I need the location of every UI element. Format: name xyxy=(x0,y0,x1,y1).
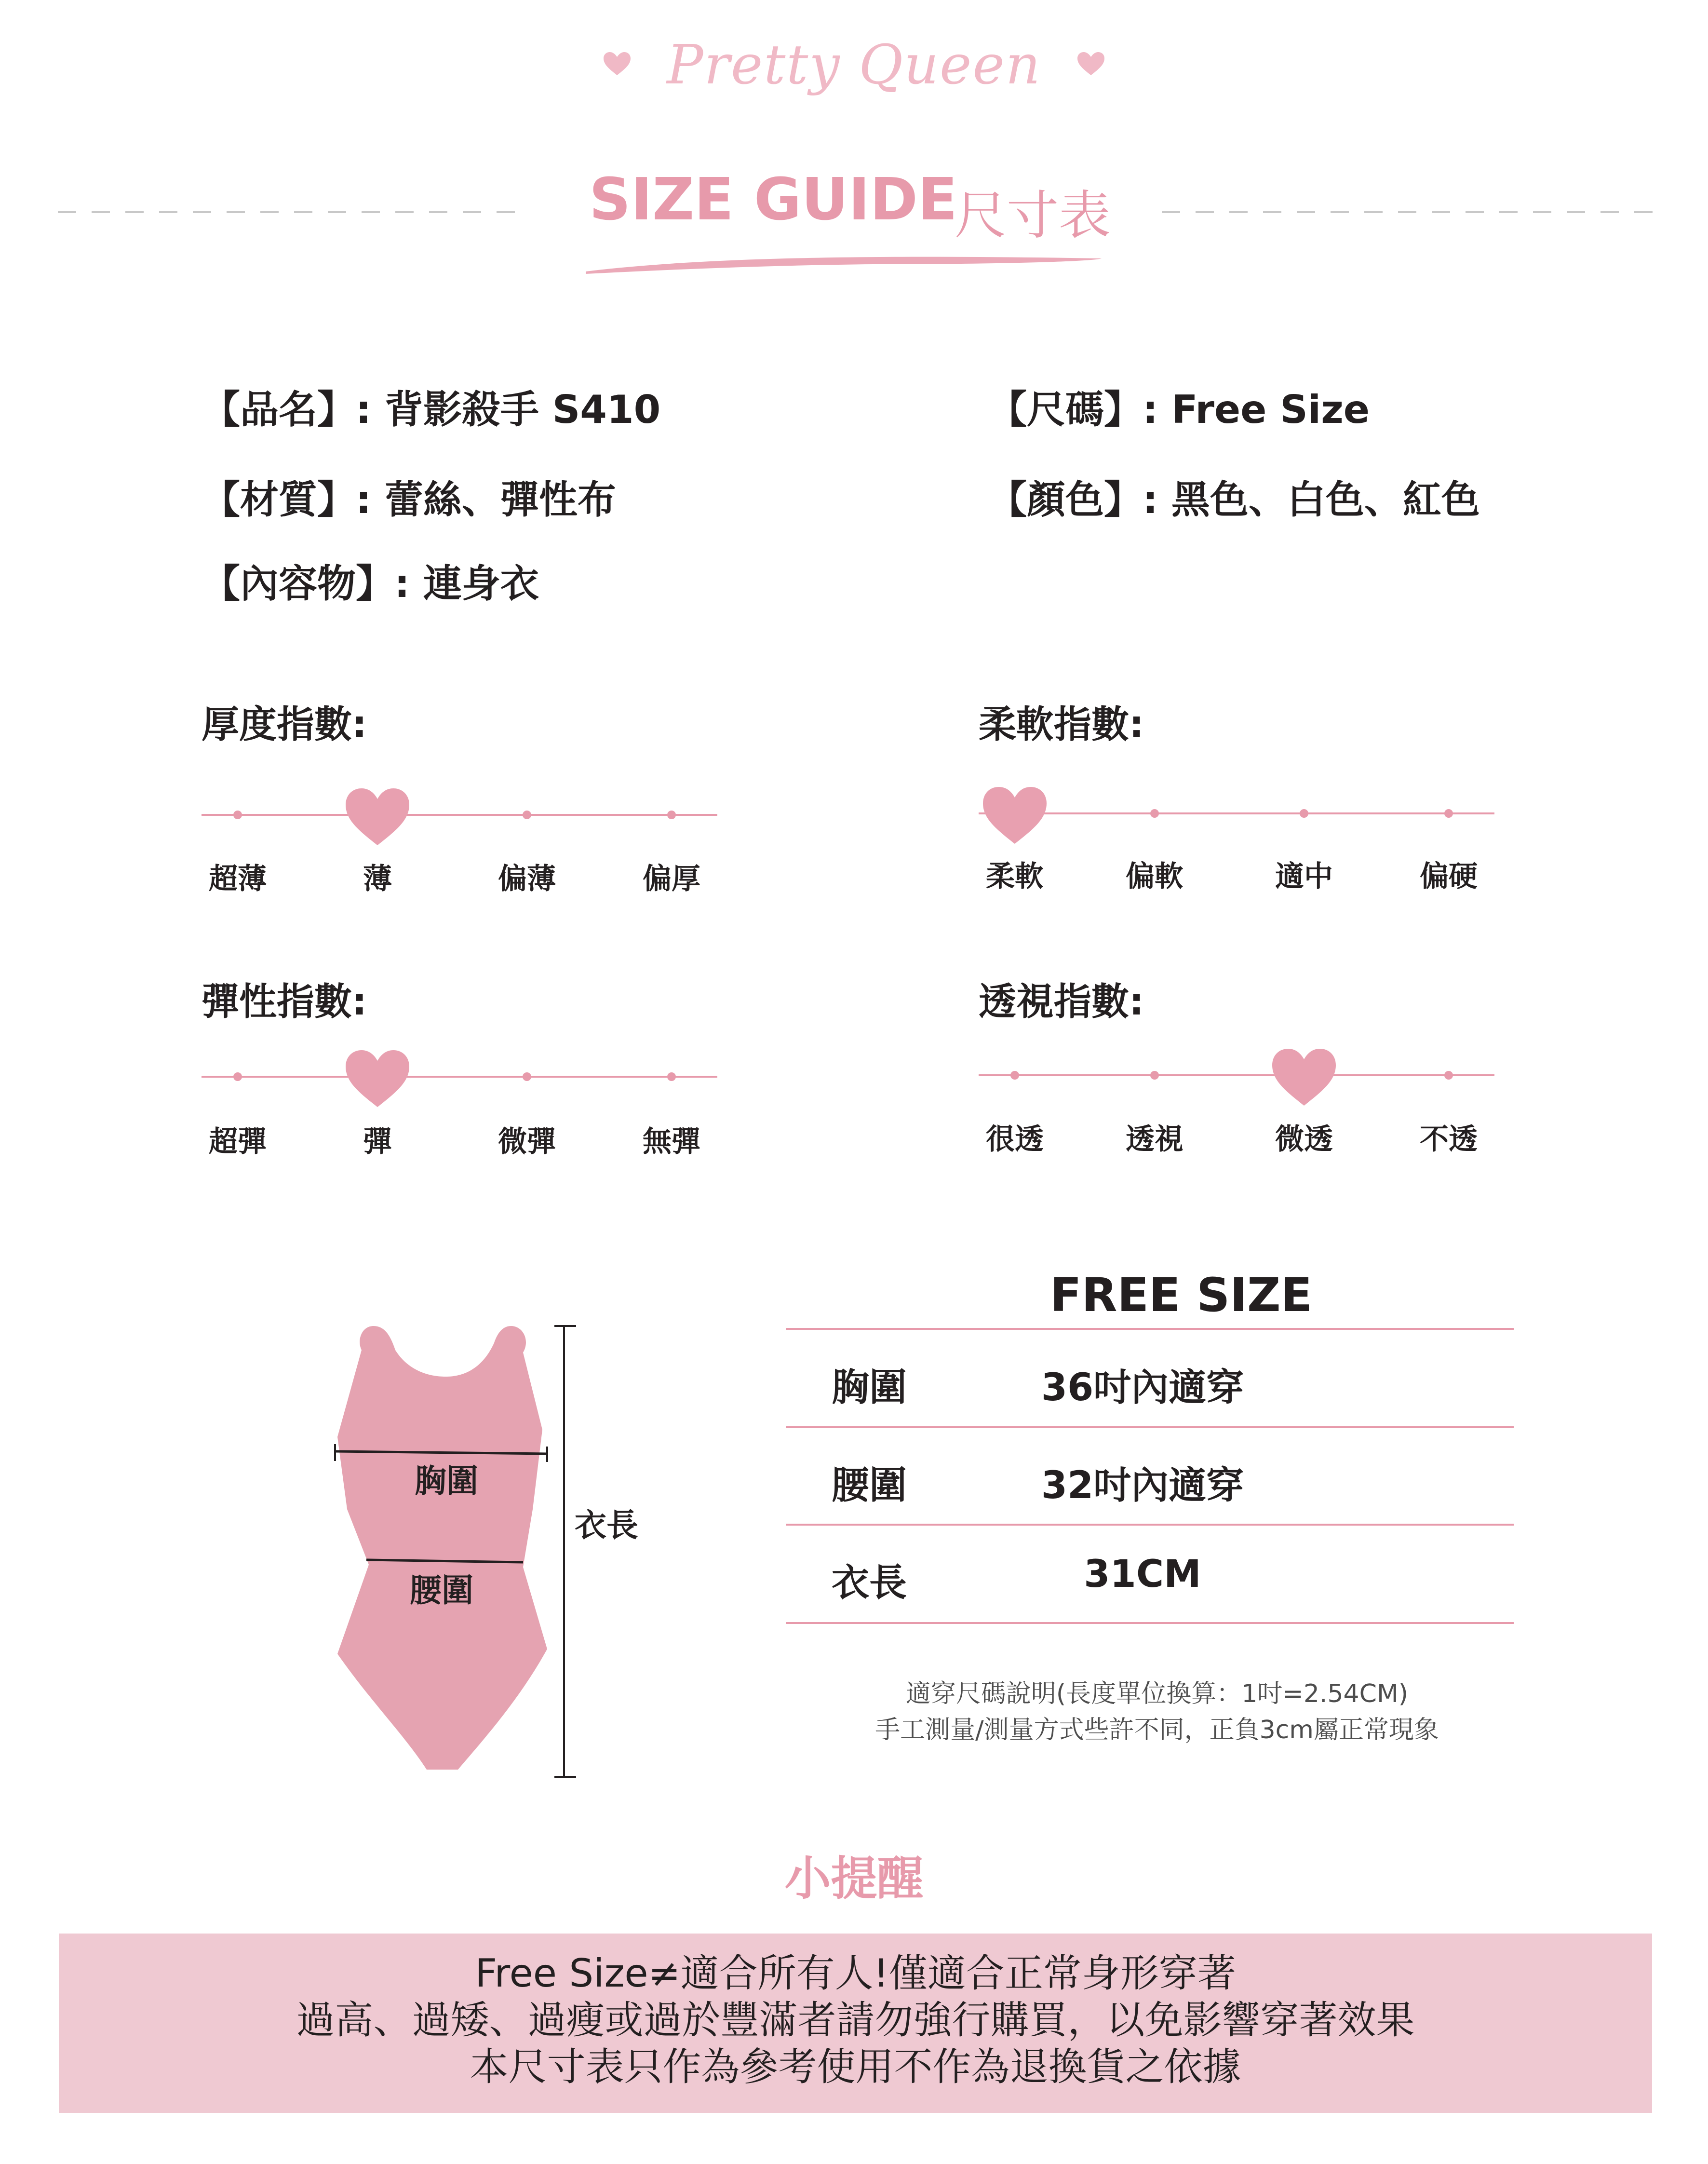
index-scale xyxy=(974,1041,1499,1109)
size-table-heading: FREE SIZE xyxy=(1050,1268,1313,1322)
table-row-label: 腰圍 xyxy=(832,1464,907,1507)
product-size: 【尺碼】: Free Size xyxy=(988,387,1370,432)
size-note-1: 適穿尺碼說明(長度單位換算：1吋=2.54CM) xyxy=(905,1679,1409,1708)
brand-header xyxy=(0,34,1708,111)
scale-dot xyxy=(523,1072,531,1081)
size-guide-title: SIZE GUIDE xyxy=(589,166,958,233)
scale-option-label: 微透 xyxy=(1275,1123,1333,1156)
heart-marker-icon xyxy=(1272,1049,1336,1106)
table-row-label: 衣長 xyxy=(832,1561,907,1605)
scale-option-label: 彈 xyxy=(363,1125,392,1159)
index-scale xyxy=(197,781,722,849)
diagram-waist-label: 腰圍 xyxy=(410,1572,473,1609)
scale-option-label: 超薄 xyxy=(209,862,267,896)
scale-dot xyxy=(667,811,676,819)
index-label: 透視指數: xyxy=(979,980,1144,1024)
product-color: 【顏色】: 黑色、白色、紅色 xyxy=(988,477,1480,522)
scale-option-label: 偏厚 xyxy=(643,862,700,896)
index-label: 柔軟指數: xyxy=(979,703,1144,746)
index-scale xyxy=(974,780,1499,847)
scale-dot xyxy=(1300,809,1308,818)
scale-option-label: 無彈 xyxy=(643,1125,700,1159)
product-contents: 【內容物】: 連身衣 xyxy=(202,561,539,606)
scale-option-label: 偏軟 xyxy=(1126,860,1183,893)
table-row-label: 胸圍 xyxy=(832,1366,907,1409)
scale-dot xyxy=(1150,1071,1159,1080)
brush-underline xyxy=(583,245,1104,279)
scale-dot xyxy=(1444,1071,1453,1080)
scale-option-label: 柔軟 xyxy=(986,860,1044,893)
heart-marker-icon xyxy=(983,787,1047,844)
scale-option-label: 偏薄 xyxy=(498,862,556,896)
scale-dot xyxy=(1444,809,1453,818)
table-row-value: 36吋內適穿 xyxy=(1041,1366,1244,1409)
diagram-chest-label: 胸圍 xyxy=(415,1462,478,1500)
index-label: 厚度指數: xyxy=(202,703,367,746)
scale-option-label: 微彈 xyxy=(498,1125,556,1159)
heart-icon xyxy=(1077,52,1104,78)
scale-option-label: 不透 xyxy=(1420,1123,1478,1156)
reminder-line: Free Size≠適合所有人!僅適合正常身形穿著 xyxy=(475,1951,1236,1996)
size-note-2: 手工測量/測量方式些許不同，正負3cm屬正常現象 xyxy=(875,1716,1439,1745)
scale-option-label: 超彈 xyxy=(209,1125,267,1159)
scale-option-label: 適中 xyxy=(1275,860,1333,893)
scale-dot xyxy=(523,811,531,819)
index-scale xyxy=(197,1043,722,1110)
size-guide-title-zh: 尺寸表 xyxy=(955,186,1111,246)
reminder-line: 本尺寸表只作為參考使用不作為退換貨之依據 xyxy=(470,2044,1241,2089)
scale-dot xyxy=(1010,1071,1019,1080)
scale-option-label: 透視 xyxy=(1126,1123,1183,1156)
bodysuit-icon xyxy=(328,1307,675,1784)
scale-dot xyxy=(1150,809,1159,818)
reminder-line: 過高、過矮、過瘦或過於豐滿者請勿強行購買，以免影響穿著效果 xyxy=(296,1998,1415,2042)
reminder-banner xyxy=(59,1934,1652,2113)
scale-dot xyxy=(233,1072,242,1081)
table-row-value: 32吋內適穿 xyxy=(1041,1464,1244,1507)
reminder-title: 小提醒 xyxy=(784,1852,924,1906)
product-name: 【品名】: 背影殺手 S410 xyxy=(202,387,661,432)
brand-logo-text: Pretty Queen xyxy=(667,34,1041,96)
product-material: 【材質】: 蕾絲、彈性布 xyxy=(202,477,616,522)
scale-option-label: 薄 xyxy=(363,862,392,896)
heart-marker-icon xyxy=(346,1050,409,1107)
table-row-value: 31CM xyxy=(1084,1553,1201,1596)
index-label: 彈性指數: xyxy=(202,980,367,1024)
heart-icon xyxy=(604,52,631,78)
scale-dot xyxy=(667,1072,676,1081)
scale-option-label: 偏硬 xyxy=(1420,860,1478,893)
diagram-length-label: 衣長 xyxy=(575,1507,638,1544)
scale-dot xyxy=(233,811,242,819)
heart-marker-icon xyxy=(346,788,409,845)
scale-option-label: 很透 xyxy=(986,1123,1044,1156)
